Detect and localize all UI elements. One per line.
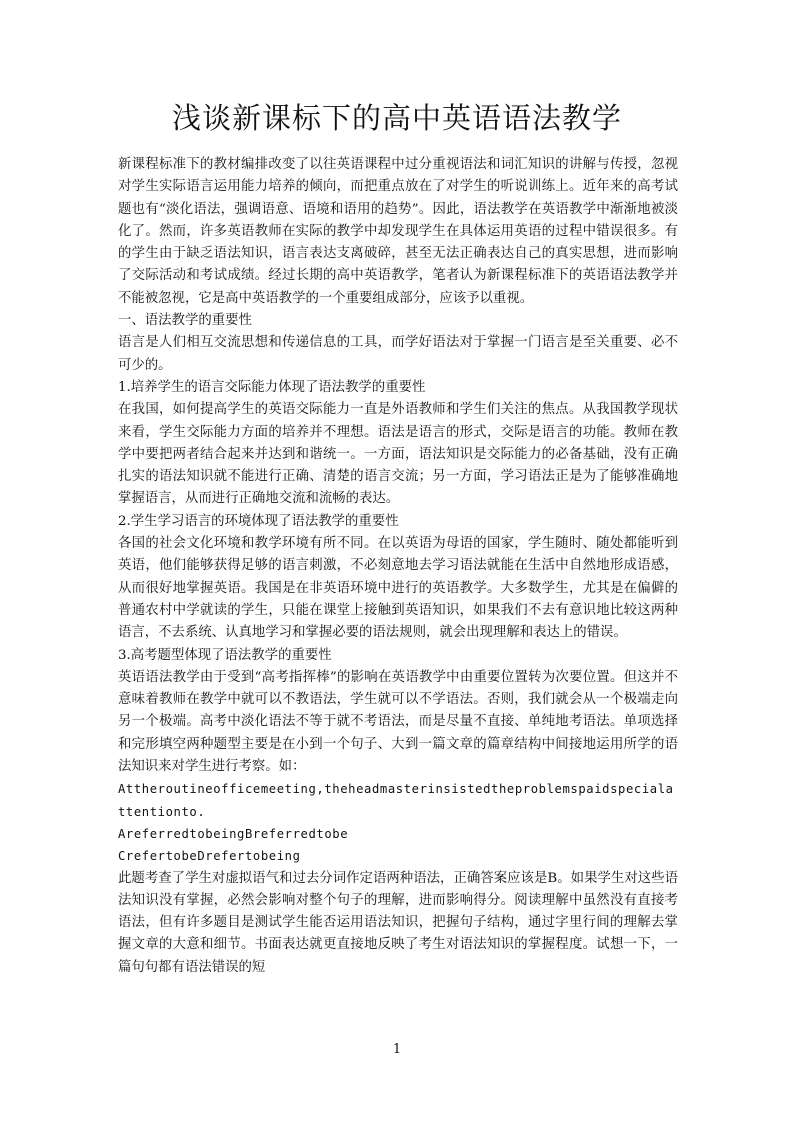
subheading-exam: 3.高考题型体现了语法教学的重要性 (118, 647, 332, 663)
example-sentence: Attheroutineofficemeeting,theheadmasterinsistedtheproblemspaidspecialattentionto. (118, 782, 674, 819)
example-options-cd: CrefertobeDrefertobeing (118, 849, 301, 864)
paragraph-environment: 各国的社会文化环境和教学环境有所不同。在以英语为母语的国家，学生随时、随处都能听到英语，他们能够获得足够的语言刺激，不必刻意地去学习语法就能在生活中自然地形成语感，从而很好地掌握英语。我国是在非英语环境中进行的英语教学。大多数学生，尤其是在偏僻的普通农村中学就读的学生，只能在课堂上接触到英语知识，如果我们不去有意识地比较这两种语言，不去系统、认真地学习和掌握必要的语法规则，就会出现理解和表达上的错误。 (118, 536, 678, 641)
example-options-ab: AreferredtobeingBreferredtobe (118, 826, 349, 841)
section-heading-importance: 一、语法教学的重要性 (118, 313, 252, 329)
paragraph-language-tool: 语言是人们相互交流思想和传递信息的工具，而学好语法对于掌握一门语言是至关重要、必不可少的。 (118, 335, 678, 373)
paragraph-analysis: 此题考查了学生对虚拟语气和过去分词作定语两种语法，正确答案应该是B。如果学生对这些语法知识没有掌握，必然会影响对整个句子的理解，进而影响得分。阅读理解中虽然没有直接考语法，但有许多题目是测试学生能否运用语法知识，把握句子结构，通过字里行间的理解去掌握文章的大意和细节。书面表达就更直接地反映了考生对语法知识的掌握程度。试想一下，一篇句句都有语法错误的短 (118, 870, 678, 975)
document-body (118, 154, 678, 979)
page-number: 1 (392, 1042, 402, 1057)
paragraph-exam: 英语语法教学由于受到“高考指挥棒”的影响在英语教学中由重要位置转为次要位置。但这并不意味着教师在教学中就可以不教语法，学生就可以不学语法。否则，我们就会从一个极端走向另一个极端。高考中淡化语法不等于就不考语法，而是尽量不直接、单纯地考语法。单项选择和完形填空两种题型主要是在小到一个句子、大到一篇文章的篇章结构中间接地运用所学的语法知识来对学生进行考察。如： (118, 669, 678, 775)
document-title: 浅谈新课标下的高中英语语法教学 (171, 101, 622, 135)
paragraph-communication: 在我国，如何提高学生的英语交际能力一直是外语教师和学生们关注的焦点。从我国教学现状来看，学生交际能力方面的培养并不理想。语法是语言的形式，交际是语言的功能。教师在教学中要把两者结合起来并达到和谐统一。一方面，语法知识是交际能力的必备基础，没有正确扎实的语法知识就不能进行正确、清楚的语言交流；另一方面，学习语法正是为了能够准确地掌握语言，从而进行正确地交流和流畅的表达。 (118, 402, 678, 507)
subheading-communication: 1.培养学生的语言交际能力体现了语法教学的重要性 (118, 379, 426, 395)
paragraph-intro: 新课程标准下的教材编排改变了以往英语课程中过分重视语法和词汇知识的讲解与传授，忽视对学生实际语言运用能力培养的倾向，而把重点放在了对学生的听说训练上。近年来的高考试题也有“淡化语法，强调语意、语境和语用的趋势”。因此，语法教学在英语教学中渐渐地被淡化了。然而，许多英语教师在实际的教学中却发现学生在具体运用英语的过程中错误很多。有的学生由于缺乏语法知识，语言表达支离破碎，甚至无法正确表达自己的真实思想，进而影响了交际活动和考试成绩。经过长期的高中英语教学，笔者认为新课程标准下的英语语法教学并不能被忽视，它是高中英语教学的一个重要组成部分，应该予以重视。 (118, 157, 678, 306)
subheading-environment: 2.学生学习语言的环境体现了语法教学的重要性 (118, 513, 399, 529)
